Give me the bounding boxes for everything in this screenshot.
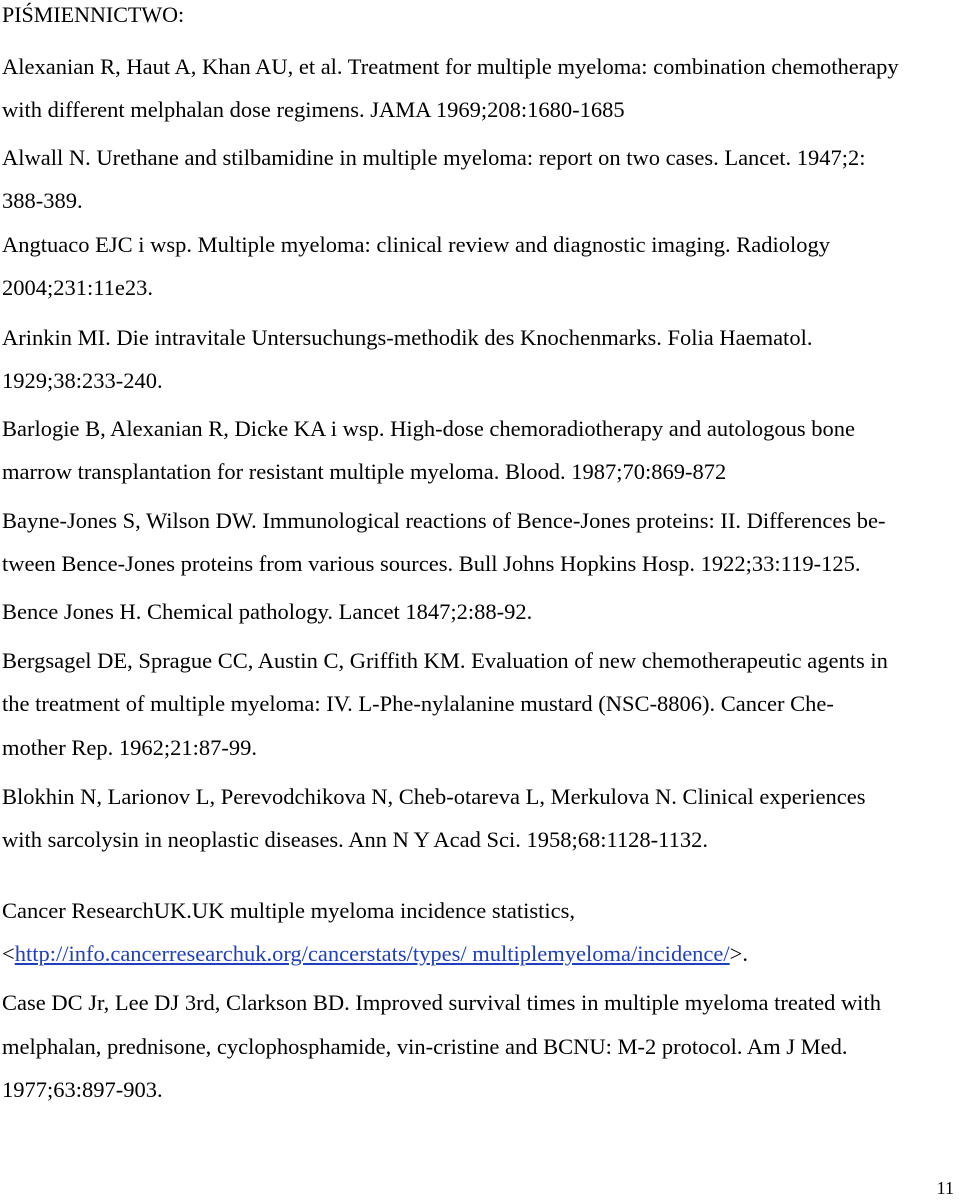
reference-line: 388-389.: [2, 188, 83, 213]
reference-line: Alwall N. Urethane and stilbamidine in multiple myeloma: report on two cases. Lancet. 1947;2:: [2, 145, 866, 170]
reference-line: the treatment of multiple myeloma: IV. L-Phe-nylalanine mustard (NSC-8806). Cancer Che-: [2, 691, 834, 716]
reference-line: Bence Jones H. Chemical pathology. Lancet 1847;2:88-92.: [2, 599, 533, 624]
reference-line: 2004;231:11e23.: [2, 275, 154, 300]
reference-line: Bayne-Jones S, Wilson DW. Immunological reactions of Bence-Jones proteins: II. Differences be-: [2, 508, 886, 533]
link-prefix: <: [2, 941, 15, 966]
page-heading: PIŚMIENNICTWO:: [2, 2, 185, 27]
reference-line: melphalan, prednisone, cyclophosphamide, vin-cristine and BCNU: M-2 protocol. Am J Med.: [2, 1034, 848, 1059]
reference-line: tween Bence-Jones proteins from various sources. Bull Johns Hopkins Hosp. 1922;33:119-125.: [2, 551, 861, 576]
reference-line: with different melphalan dose regimens. JAMA 1969;208:1680-1685: [2, 97, 625, 122]
reference-line: Blokhin N, Larionov L, Perevodchikova N, Cheb-otareva L, Merkulova N. Clinical experiences: [2, 784, 866, 809]
page-number: 11: [936, 1178, 954, 1198]
cancer-research-uk-link[interactable]: http://info.cancerresearchuk.org/cancerstats/types/ multiplemyeloma/incidence/: [14, 941, 730, 966]
reference-line: marrow transplantation for resistant multiple myeloma. Blood. 1987;70:869-872: [2, 459, 727, 484]
reference-line: Arinkin MI. Die intravitale Untersuchungs-methodik des Knochenmarks. Folia Haematol.: [2, 325, 813, 350]
reference-line: Bergsagel DE, Sprague CC, Austin C, Griffith KM. Evaluation of new chemotherapeutic agents in: [2, 648, 888, 673]
reference-line: mother Rep. 1962;21:87-99.: [2, 735, 257, 760]
reference-line: Case DC Jr, Lee DJ 3rd, Clarkson BD. Improved survival times in multiple myeloma treated with: [2, 990, 881, 1015]
reference-line: Alexanian R, Haut A, Khan AU, et al. Treatment for multiple myeloma: combination chemotherapy: [2, 54, 899, 79]
reference-line: with sarcolysin in neoplastic diseases. Ann N Y Acad Sci. 1958;68:1128-1132.: [2, 827, 708, 852]
reference-line: Angtuaco EJC i wsp. Multiple myeloma: clinical review and diagnostic imaging. Radiology: [2, 232, 830, 257]
reference-line: Cancer ResearchUK.UK multiple myeloma incidence statistics,: [2, 898, 575, 923]
link-suffix: >.: [729, 941, 748, 966]
reference-line: Barlogie B, Alexanian R, Dicke KA i wsp. High-dose chemoradiotherapy and autologous bone: [2, 416, 855, 441]
reference-line: 1977;63:897-903.: [2, 1077, 163, 1102]
reference-line-with-link: [2, 939, 748, 969]
reference-line: 1929;38:233-240.: [2, 368, 163, 393]
